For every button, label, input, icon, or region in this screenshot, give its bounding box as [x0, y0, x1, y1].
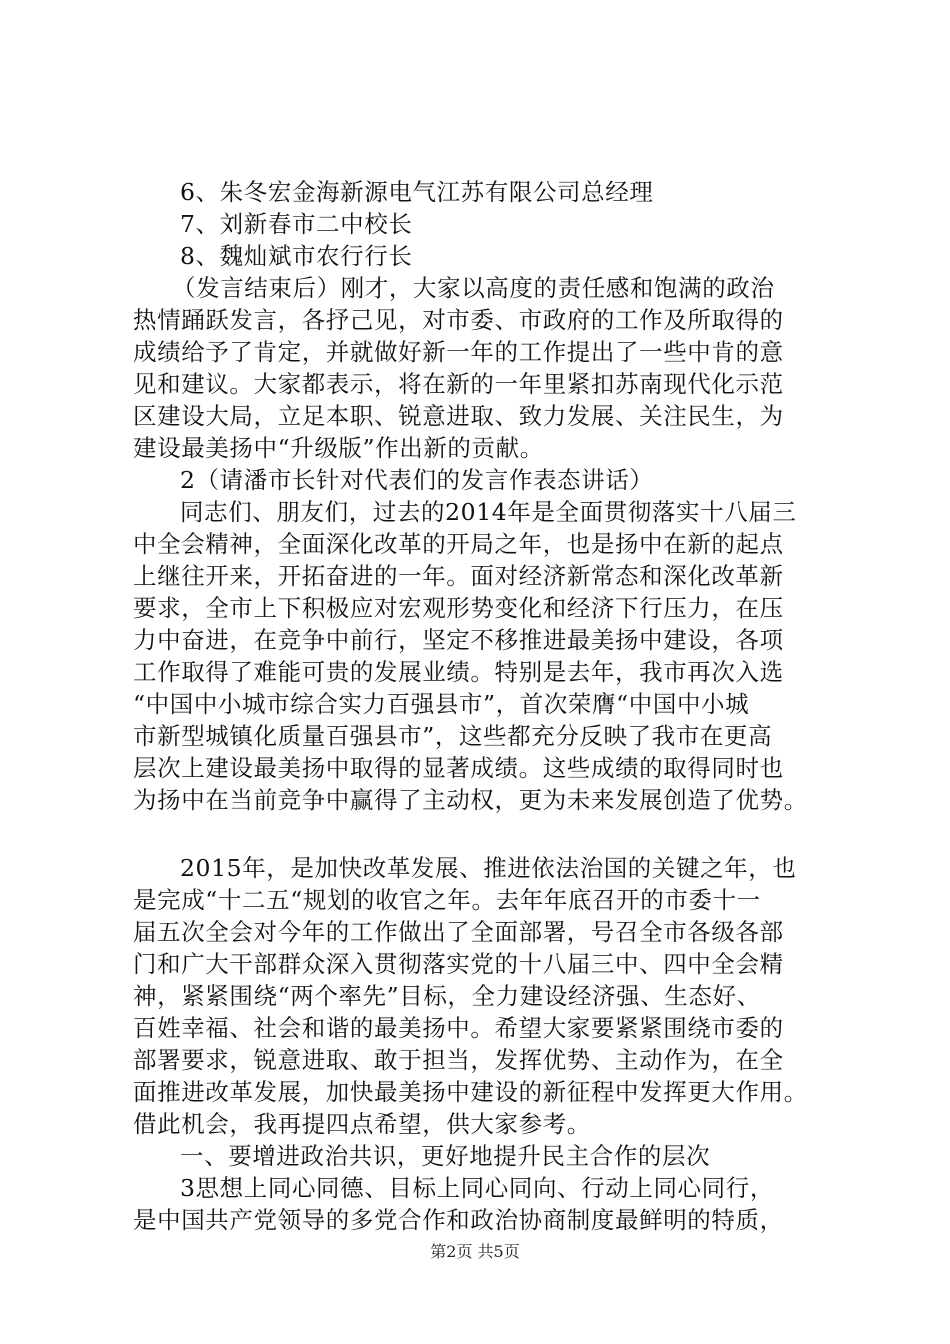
paragraph-line: 成绩给予了肯定，并就做好新一年的工作提出了一些中肯的意 — [133, 338, 784, 366]
list-item: 6、朱冬宏金海新源电气江苏有限公司总经理 — [180, 178, 654, 206]
paragraph-line: 为扬中在当前竞争中赢得了主动权，更为未来发展创造了优势。 — [133, 786, 808, 814]
list-item: 8、魏灿斌市农行行长 — [180, 242, 413, 270]
section-heading: 一、要增进政治共识，更好地提升民主合作的层次 — [180, 1142, 711, 1170]
paragraph-line: 部署要求，锐意进取、敢于担当，发挥优势、主动作为，在全 — [133, 1046, 784, 1074]
paragraph-line: 门和广大干部群众深入贯彻落实党的十八届三中、四中全会精 — [133, 950, 784, 978]
paragraph-line: 力中奋进，在竞争中前行，坚定不移推进最美扬中建设，各项 — [133, 626, 784, 654]
paragraph-line: （发言结束后）刚才，大家以高度的责任感和饱满的政治 — [172, 274, 775, 302]
paragraph-line: 中全会精神，全面深化改革的开局之年，也是扬中在新的起点 — [133, 530, 784, 558]
paragraph-line: 层次上建设最美扬中取得的显著成绩。这些成绩的取得同时也 — [133, 754, 784, 782]
paragraph-line: “中国中小城市综合实力百强县市”，首次荣膺“中国中小城 — [133, 690, 750, 718]
paragraph-line: 工作取得了难能可贵的发展业绩。特别是去年，我市再次入选 — [133, 658, 784, 686]
paragraph-line: 市新型城镇化质量百强县市”，这些都充分反映了我市在更高 — [133, 722, 773, 750]
paragraph-line: 3思想上同心同德、目标上同心同向、行动上同心同行， — [180, 1174, 774, 1202]
paragraph-line: 届五次全会对今年的工作做出了全面部署，号召全市各级各部 — [133, 918, 784, 946]
paragraph-line: 面推进改革发展，加快最美扬中建设的新征程中发挥更大作用。 — [133, 1078, 808, 1106]
paragraph-line: 2015年，是加快改革发展、推进依法治国的关键之年，也 — [180, 854, 797, 882]
paragraph-line: 同志们、朋友们，过去的2014年是全面贯彻落实十八届三 — [180, 498, 797, 526]
paragraph-line: 见和建议。大家都表示，将在新的一年里紧扣苏南现代化示范 — [133, 370, 784, 398]
paragraph-line: 是完成“十二五“规划的收官之年。去年年底召开的市委十一 — [133, 886, 761, 914]
paragraph-line: 神，紧紧围绕“两个率先”目标，全力建设经济强、生态好、 — [133, 982, 761, 1010]
stage-instruction: 2（请潘市长针对代表们的发言作表态讲话） — [180, 466, 654, 494]
paragraph-line: 要求，全市上下积极应对宏观形势变化和经济下行压力，在压 — [133, 594, 784, 622]
paragraph-line: 是中国共产党领导的多党合作和政治协商制度最鲜明的特质， — [133, 1206, 784, 1234]
page-number-footer: 第2页 共5页 — [430, 1242, 520, 1261]
paragraph-line: 区建设大局，立足本职、锐意进取、致力发展、关注民生，为 — [133, 402, 784, 430]
paragraph-line: 借此机会，我再提四点希望，供大家参考。 — [133, 1110, 591, 1138]
paragraph-line: 热情踊跃发言，各抒己见，对市委、市政府的工作及所取得的 — [133, 306, 784, 334]
paragraph-line: 上继往开来，开拓奋进的一年。面对经济新常态和深化改革新 — [133, 562, 784, 590]
paragraph-line: 百姓幸福、社会和谐的最美扬中。希望大家要紧紧围绕市委的 — [133, 1014, 784, 1042]
list-item: 7、刘新春市二中校长 — [180, 210, 413, 238]
paragraph-line: 建设最美扬中“升级版”作出新的贡献。 — [133, 434, 544, 462]
